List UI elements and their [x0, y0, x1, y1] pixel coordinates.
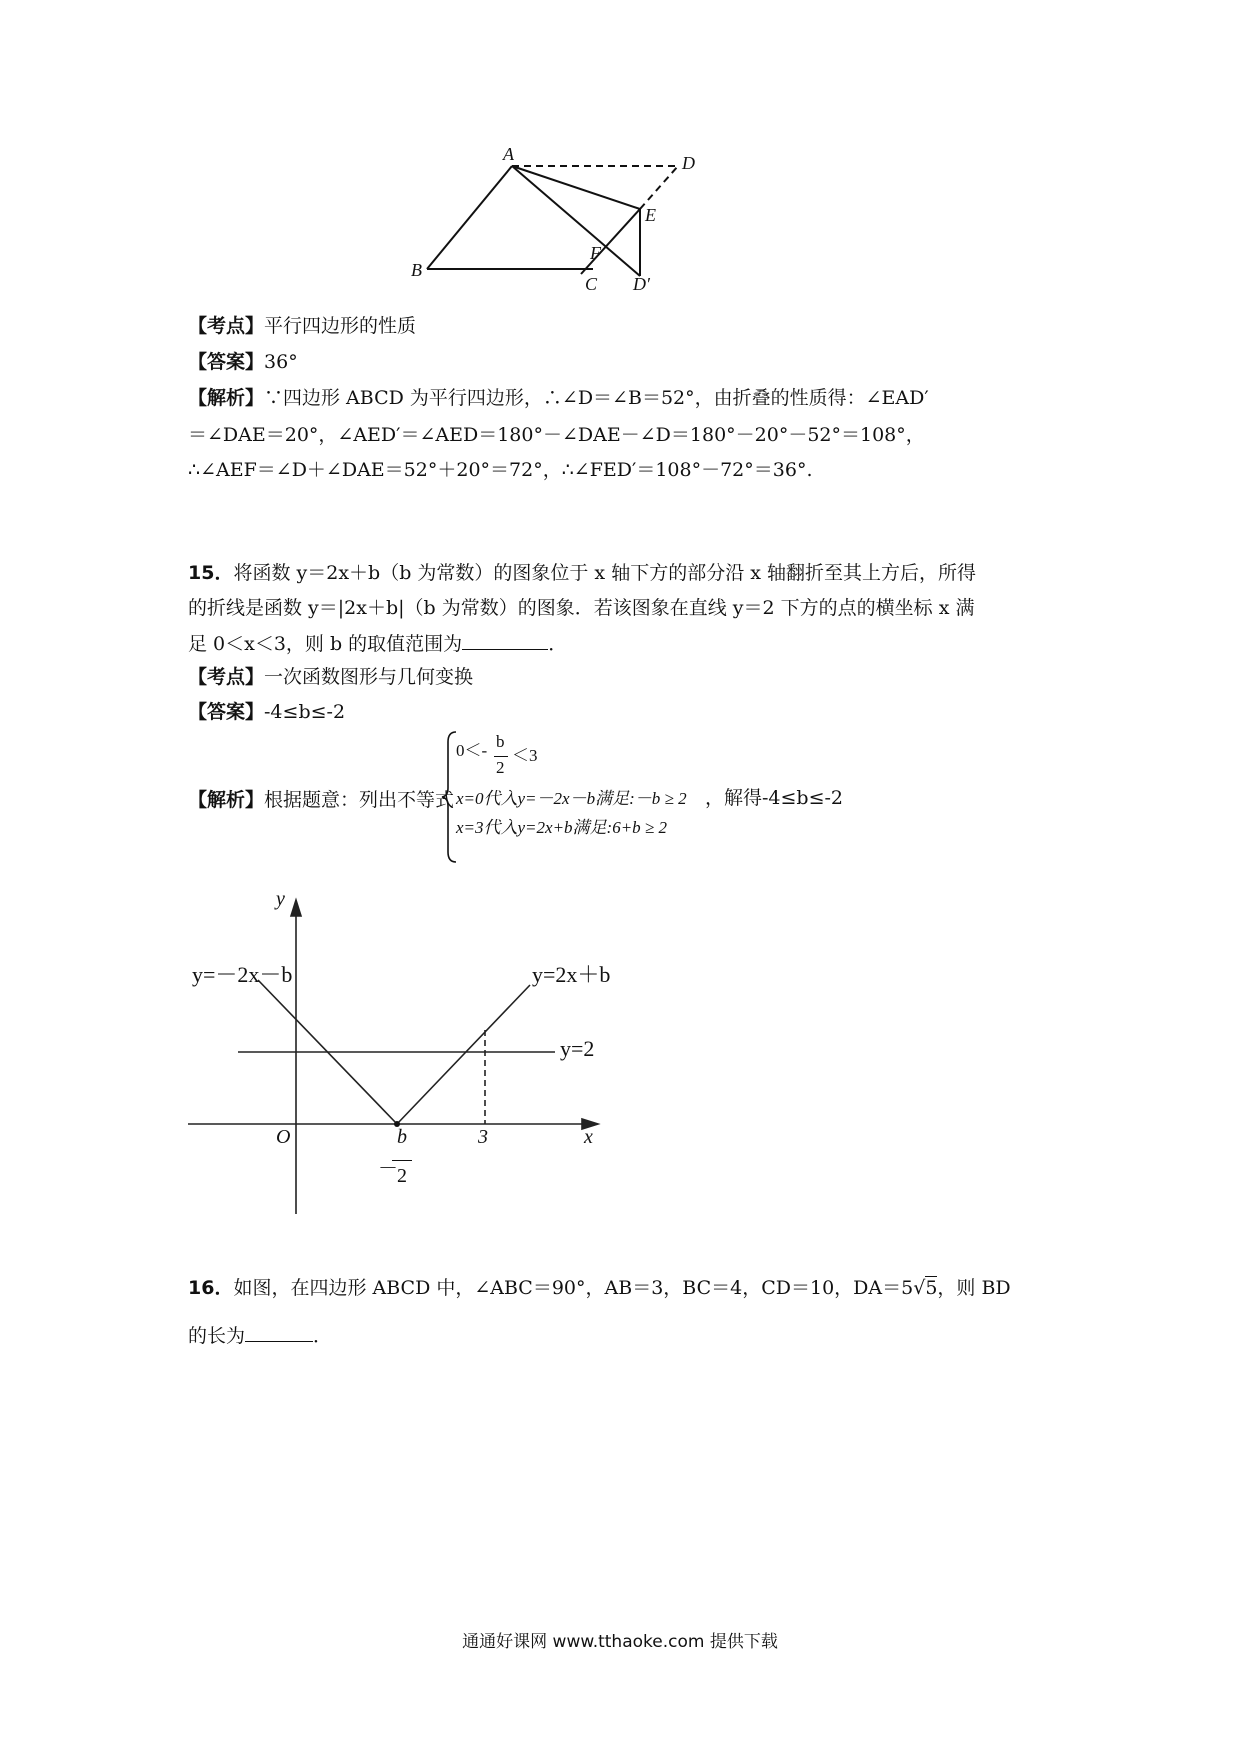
system-l1-right: ＜3 [512, 746, 538, 765]
graph-vertex-sign: － [378, 1158, 398, 1180]
graph-h-line-label: y=2 [560, 1036, 595, 1061]
y-axis-arrow [291, 900, 301, 916]
q15-jiexi-lead: 根据题意：列出不等式 [264, 789, 455, 811]
system-line1 [456, 740, 487, 762]
q16-sqrt-value: 5 [925, 1277, 938, 1299]
fig1-label-b: B [411, 260, 422, 280]
graph-vertex-fraction-bar [392, 1160, 412, 1161]
graph-right-line-label: y=2x＋b [532, 962, 611, 987]
kaodian-tag: 【考点】 [188, 666, 265, 688]
system-line3: x=3代入y=2x+b满足:6+b ≥ 2 [456, 818, 668, 837]
q14-jiexi-line3: ∴∠AEF＝∠D＋∠DAE＝52°＋20°＝72°，∴∠FED′＝108°－72°＝36°. [188, 459, 813, 481]
parallelogram-figure [400, 150, 740, 330]
system-l1-numerator: b [496, 732, 505, 751]
q14-kaodian-line [188, 312, 416, 340]
system-l1-left: 0＜- [456, 741, 488, 760]
fig1-label-e: E [645, 205, 656, 225]
graph-vertex-den: 2 [397, 1165, 407, 1187]
line-right [397, 985, 530, 1124]
q16-stem-end1: ，则 BD [937, 1277, 1011, 1299]
graph-origin-label: O [276, 1126, 291, 1148]
q15-stem-text3: 足 0＜x＜3，则 b 的取值范围为 [188, 633, 463, 655]
q16-stem-text1: 如图，在四边形 ABCD 中，∠ABC＝90°，AB＝3，BC＝4，CD＝10，DA＝5 [233, 1277, 914, 1299]
q14-jiexi-line1 [188, 384, 929, 412]
fig1-label-a: A [503, 144, 514, 164]
q14-answer-line [188, 348, 298, 376]
q15-number: 15． [188, 562, 234, 584]
q15-answer-blank[interactable] [462, 629, 548, 650]
q15-answer-line [188, 698, 345, 726]
q16-answer-blank[interactable] [245, 1321, 313, 1342]
q15-kaodian-line [188, 663, 473, 691]
fig1-label-dprime: D′ [633, 274, 650, 294]
q16-stem-line2 [188, 1321, 332, 1350]
q14-jiexi-text1: ∵四边形 ABCD 为平行四边形，∴∠D＝∠B＝52°，由折叠的性质得：∠EAD′ [264, 387, 929, 409]
graph-x-label: x [584, 1126, 593, 1148]
answer-tag: 【答案】 [188, 351, 265, 373]
q16-sqrt [913, 1274, 937, 1302]
kaodian-tag: 【考点】 [188, 315, 265, 337]
system-result: ，解得-4≤b≤-2 [705, 787, 844, 809]
system-l1-denominator: 2 [496, 758, 505, 777]
fig1-label-c: C [585, 274, 598, 294]
page-footer: 通通好课网 www.tthaoke.com 提供下载 [462, 1632, 778, 1652]
q16-number: 16． [188, 1277, 234, 1299]
fig1-label-d: D [682, 153, 695, 173]
system-line2: x=0代入y=－2x－b满足:－b ≥ 2 [456, 789, 687, 808]
q14-jiexi-line2: ＝∠DAE＝20°，∠AED′＝∠AED＝180°－∠DAE－∠D＝180°－20°－52°＝108°， [188, 424, 925, 446]
jiexi-tag: 【解析】 [188, 789, 265, 811]
q14-answer: 36° [264, 351, 298, 373]
fig1-label-f: F [590, 243, 601, 263]
q15-jiexi-line [188, 786, 454, 814]
graph-left-line-label: y=－2x－b [192, 962, 293, 987]
q15-stem-end: ． [548, 633, 568, 655]
graph-y-label: y [276, 888, 285, 910]
answer-tag: 【答案】 [188, 701, 265, 723]
q14-kaodian: 平行四边形的性质 [264, 315, 417, 337]
q15-stem-line3 [188, 629, 567, 658]
q15-stem-line1 [188, 559, 976, 587]
jiexi-tag: 【解析】 [188, 387, 265, 409]
q15-stem-line2: 的折线是函数 y＝|2x＋b|（b 为常数）的图象．若该图象在直线 y＝2 下方的点的横坐标 x 满 [188, 597, 975, 619]
q15-stem-text1: 将函数 y＝2x＋b（b 为常数）的图象位于 x 轴下方的部分沿 x 轴翻折至其上方后，所得 [233, 562, 976, 584]
graph-tick-3: 3 [478, 1126, 488, 1148]
q16-stem-text2: 的长为 [188, 1325, 246, 1347]
q15-kaodian: 一次函数图形与几何变换 [264, 666, 474, 688]
q15-answer: -4≤b≤-2 [264, 701, 346, 723]
sqrt-icon: √ [913, 1277, 926, 1299]
q16-stem-line1 [188, 1274, 1011, 1302]
q16-stem-end2: ． [313, 1325, 333, 1347]
graph-vertex-num: b [397, 1126, 407, 1148]
